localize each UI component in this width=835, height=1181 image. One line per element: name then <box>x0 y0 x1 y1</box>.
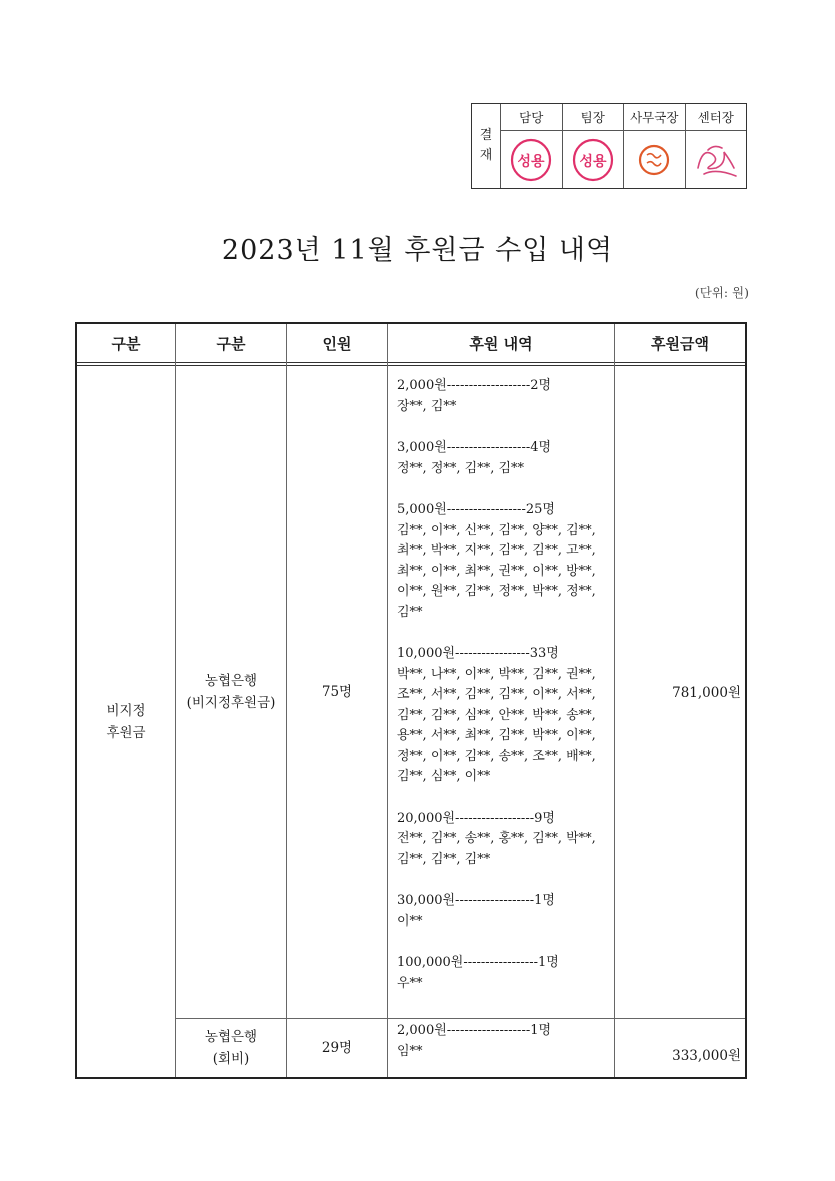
name-stamp-icon <box>571 138 615 182</box>
subcategory-line-1: 농협은행 <box>204 1029 258 1045</box>
group-names: 우** <box>397 975 423 991</box>
approval-col-director <box>686 104 747 188</box>
header-divider <box>77 362 745 363</box>
group-header: 3,000원-------------------4명 <box>397 440 552 455</box>
unit-label: (단위: 원) <box>694 285 749 300</box>
group-header: 10,000원-----------------33명 <box>397 646 559 661</box>
group-names: 정**, 정**, 김**, 김** <box>397 460 525 476</box>
donation-group <box>397 500 611 623</box>
donation-group <box>397 953 611 994</box>
signature-director <box>686 131 747 188</box>
subcategory-cell <box>176 366 286 1018</box>
stamp-staff <box>501 131 562 188</box>
details-cell <box>397 1021 611 1062</box>
approval-side-label-2: 재 <box>479 148 493 163</box>
svg-text:성용: 성용 <box>579 153 607 170</box>
count-value: 29명 <box>321 1040 353 1056</box>
category-cell <box>77 366 175 1077</box>
donation-group <box>397 438 611 479</box>
group-names: 임** <box>397 1043 423 1059</box>
header-category: 구분 <box>77 324 175 362</box>
group-header: 20,000원------------------9명 <box>397 810 555 826</box>
count-value: 75명 <box>321 684 353 700</box>
subcategory-line-2: (비지정후원금) <box>186 695 276 711</box>
column-divider <box>614 324 615 1077</box>
stamp-team-lead <box>563 131 624 188</box>
page-title: 2023년 11월 후원금 수입 내역 <box>221 235 614 266</box>
subcategory-cell <box>176 1019 286 1077</box>
amount-cell: 781,000원 <box>672 685 741 701</box>
donation-table <box>75 322 747 1079</box>
round-seal-icon <box>637 143 671 177</box>
approval-col-secretary-general <box>624 104 686 188</box>
group-header: 2,000원-------------------1명 <box>397 1023 552 1038</box>
approval-box <box>471 103 747 189</box>
group-names: 전**, 김**, 송**, 홍**, 김**, 박**, 김**, 김**, 김** <box>397 831 596 867</box>
approval-col-team-lead <box>563 104 625 188</box>
amount-cell: 333,000원 <box>672 1048 741 1064</box>
column-divider <box>387 324 388 1077</box>
role-staff: 담당 <box>501 104 562 131</box>
handwritten-signature-icon <box>690 138 742 182</box>
donation-group <box>397 809 611 871</box>
approval-col-staff <box>501 104 563 188</box>
count-cell <box>287 366 387 1018</box>
category-line-1: 비지정 <box>106 702 146 719</box>
header-amount: 후원금액 <box>615 324 745 362</box>
name-stamp-icon <box>509 138 553 182</box>
donation-group <box>397 644 611 788</box>
group-names: 이** <box>397 913 423 929</box>
group-header: 5,000원------------------25명 <box>397 502 555 517</box>
header-subcategory: 구분 <box>176 324 286 362</box>
subcategory-line-1: 농협은행 <box>204 673 258 689</box>
role-team-lead: 팀장 <box>563 104 624 131</box>
svg-text:성용: 성용 <box>517 153 545 170</box>
group-header: 30,000원------------------1명 <box>397 893 555 908</box>
group-names: 김**, 이**, 신**, 김**, 양**, 김**, 최**, 박**, 지**, 김**, 김**, 고**, 최**, 이**, 최**, 권**, 이**, 방**, 이**, 원**, 김**, 정**, 박**, 정**, 김** <box>397 522 596 620</box>
category-line-2: 후원금 <box>106 724 146 741</box>
approval-side-label <box>472 104 501 188</box>
details-cell <box>397 376 611 1015</box>
group-header: 2,000원-------------------2명 <box>397 378 552 393</box>
group-names: 박**, 나**, 이**, 박**, 김**, 권**, 조**, 서**, 김**, 김**, 이**, 서**, 김**, 김**, 심**, 안**, 박**, 송**, 용**, 서**, 최**, 김**, 박**, 이**, 정**, 이**, 김**, 송**, 조**, 배**, 김**, 심**, 이** <box>397 666 596 784</box>
stamp-secretary-general <box>624 131 685 188</box>
header-details: 후원 내역 <box>388 324 614 362</box>
role-secretary-general: 사무국장 <box>624 104 685 131</box>
role-director: 센터장 <box>686 104 747 131</box>
approval-side-label-1: 결 <box>479 128 493 143</box>
group-names: 장**, 김** <box>397 398 457 414</box>
subcategory-line-2: (회비) <box>212 1051 250 1067</box>
donation-group <box>397 376 611 417</box>
count-cell <box>287 1019 387 1077</box>
group-header: 100,000원-----------------1명 <box>397 955 559 970</box>
donation-group <box>397 891 611 932</box>
header-count: 인원 <box>287 324 387 362</box>
